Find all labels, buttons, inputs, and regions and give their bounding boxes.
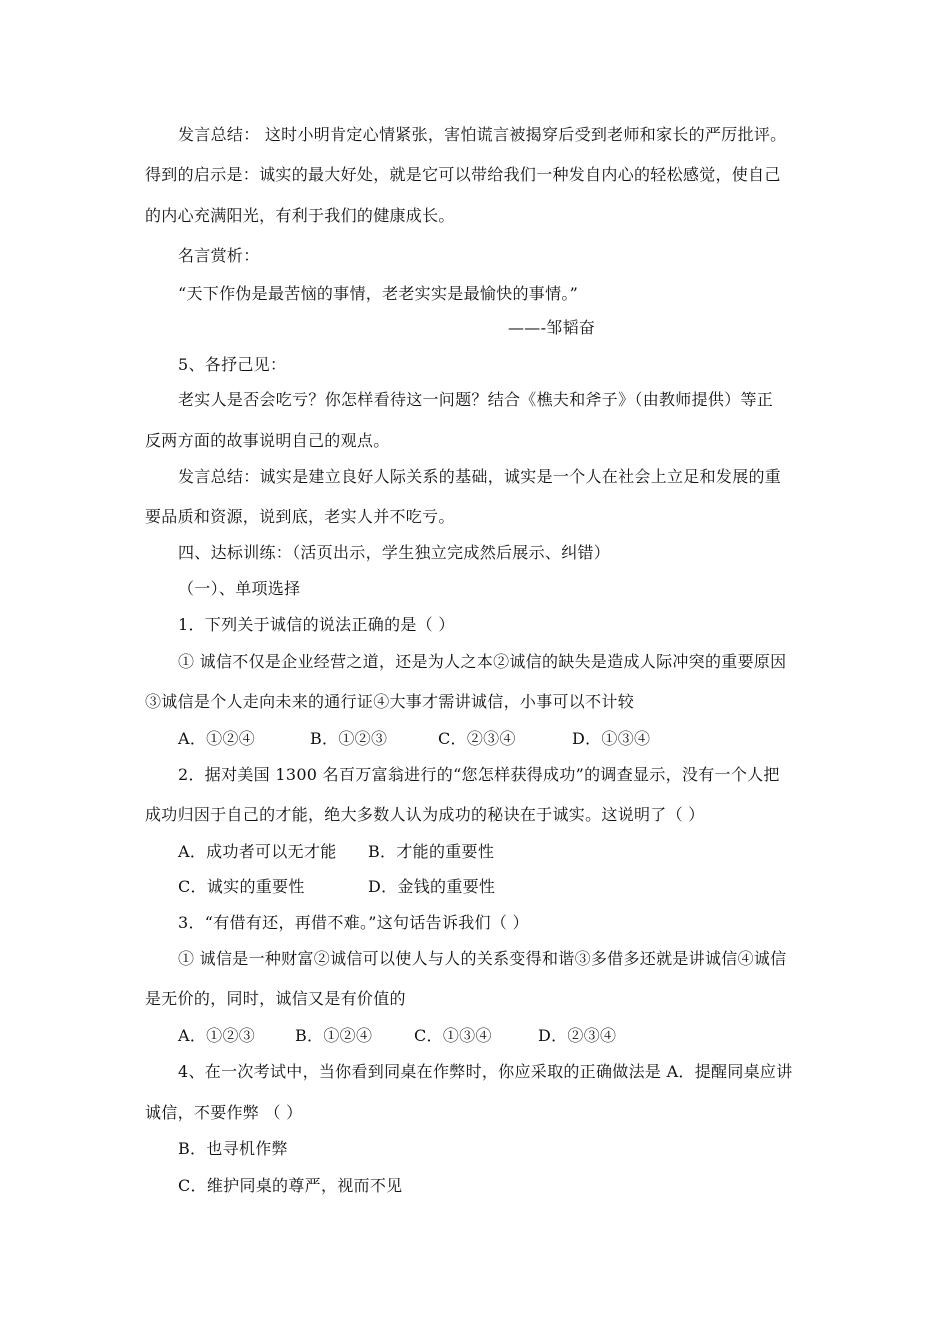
q3-option-a[interactable]: A．①②③ bbox=[178, 1026, 256, 1045]
question-3: 3．“有借有还，再借不难。”这句话告诉我们（ ） bbox=[178, 913, 529, 932]
q1-option-b[interactable]: B．①②③ bbox=[310, 729, 388, 748]
question-4: 4、在一次考试中，当你看到同桌在作弊时，你应采取的正确做法是 A．提醒同桌应讲 bbox=[178, 1062, 793, 1081]
question-1-options bbox=[178, 729, 650, 749]
question-2: 2．据对美国 1300 名百万富翁进行的“您怎样获得成功”的调查显示，没有一个人把 bbox=[178, 765, 780, 784]
summary-speech-1-end: 的内心充满阳光，有利于我们的健康成长。 bbox=[145, 206, 455, 225]
question-1-statements-cont: ③诚信是个人走向未来的通行证④大事才需讲诚信，小事可以不计较 bbox=[145, 692, 635, 711]
quote-text: “天下作伪是最苦恼的事情，老老实实是最愉快的事情。” bbox=[178, 284, 579, 303]
q2-option-a[interactable]: A．成功者可以无才能 bbox=[178, 842, 337, 861]
q4-option-c[interactable]: C．维护同桌的尊严，视而不见 bbox=[178, 1176, 403, 1195]
summary-speech-2: 发言总结：诚实是建立良好人际关系的基础，诚实是一个人在社会上立足和发展的重 bbox=[178, 467, 782, 486]
question-1-statements: ① 诚信不仅是企业经营之道，还是为人之本②诚信的缺失是造成人际冲突的重要原因 bbox=[178, 652, 787, 671]
q3-option-c[interactable]: C．①③④ bbox=[414, 1026, 492, 1045]
summary-speech-1: 发言总结： 这时小明肯定心情紧张，害怕谎言被揭穿后受到老师和家长的严厉批评。 bbox=[178, 125, 787, 144]
question-2-options-row-2 bbox=[178, 877, 495, 897]
q1-option-d[interactable]: D．①③④ bbox=[572, 729, 651, 748]
q3-option-d[interactable]: D．②③④ bbox=[538, 1026, 617, 1045]
quote-author: ——-邹韬奋 bbox=[508, 318, 596, 337]
question-3-statements: ① 诚信是一种财富②诚信可以使人与人的关系变得和谐③多借多还就是讲诚信④诚信 bbox=[178, 949, 787, 968]
section-5-prompt-cont: 反两方面的故事说明自己的观点。 bbox=[145, 431, 390, 450]
question-2-options-row-1 bbox=[178, 842, 494, 862]
section-5-heading: 5、各抒己见： bbox=[178, 355, 287, 374]
summary-speech-2-cont: 要品质和资源，说到底，老实人并不吃亏。 bbox=[145, 507, 455, 526]
q2-option-c[interactable]: C．诚实的重要性 bbox=[178, 877, 305, 896]
q2-option-d[interactable]: D．金钱的重要性 bbox=[368, 877, 496, 896]
quote-heading: 名言赏析： bbox=[178, 246, 260, 265]
question-4-cont: 诚信，不要作弊 （ ） bbox=[145, 1103, 303, 1122]
question-1: 1．下列关于诚信的说法正确的是（ ） bbox=[178, 615, 455, 634]
summary-speech-1-cont: 得到的启示是：诚实的最大好处，就是它可以带给我们一种发自内心的轻松感觉，使自己 bbox=[145, 165, 781, 184]
section-5-prompt: 老实人是否会吃亏？你怎样看待这一问题？结合《樵夫和斧子》（由教师提供）等正 bbox=[178, 390, 774, 409]
single-choice-heading: （一）、单项选择 bbox=[178, 579, 301, 598]
q4-option-b[interactable]: B．也寻机作弊 bbox=[178, 1139, 288, 1158]
q1-option-a[interactable]: A．①②④ bbox=[178, 729, 256, 748]
question-2-cont: 成功归因于自己的才能，绝大多数人认为成功的秘诀在于诚实。这说明了（ ） bbox=[145, 805, 705, 824]
q2-option-b[interactable]: B．才能的重要性 bbox=[368, 842, 495, 861]
q1-option-c[interactable]: C．②③④ bbox=[438, 729, 516, 748]
section-4-heading: 四、达标训练：（活页出示，学生独立完成然后展示、纠错） bbox=[178, 543, 611, 562]
question-3-options bbox=[178, 1026, 616, 1046]
q3-option-b[interactable]: B．①②④ bbox=[295, 1026, 373, 1045]
question-3-statements-cont: 是无价的，同时，诚信又是有价值的 bbox=[145, 989, 406, 1008]
